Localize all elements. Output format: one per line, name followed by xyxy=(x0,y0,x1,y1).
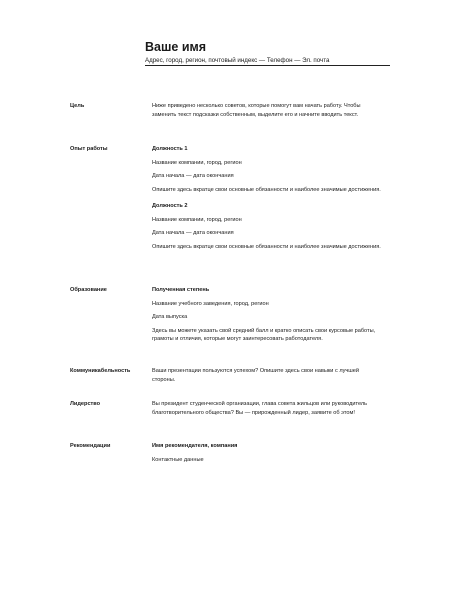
section-label-experience[interactable]: Опыт работы xyxy=(70,146,108,152)
job-duties[interactable]: Опишите здесь вкратце свои основные обязанности и наиболее значимые достижения. xyxy=(152,243,381,250)
education-school[interactable]: Название учебного заведения, город, регион xyxy=(152,300,269,307)
section-content-communication xyxy=(152,367,382,384)
section-label-goal[interactable]: Цель xyxy=(70,103,85,109)
resume-header xyxy=(145,40,390,65)
communication-text[interactable]: Ваши презентации пользуются успехом? Опишите здесь свои навыки с лучшей стороны. xyxy=(152,368,360,383)
section-content-education xyxy=(152,286,382,344)
section-content-goal xyxy=(152,102,382,119)
job-company[interactable]: Название компании, город, регион xyxy=(152,159,242,166)
section-content-leadership xyxy=(152,400,382,417)
job-title[interactable]: Должность 2 xyxy=(152,203,188,209)
resume-name[interactable]: Ваше имя xyxy=(145,40,207,54)
education-details[interactable]: Здесь вы можете указать свой средний балл и кратко описать свои курсовые работы, грамоты и отличия, которые могут заинтересовать работодателя. xyxy=(152,327,376,342)
leadership-text[interactable]: Вы президент студенческой организации, глава совета жильцов или руководитель благотворительного общества? Вы — прирожденный лидер, заявите об этом! xyxy=(152,401,368,416)
section-content-experience xyxy=(152,145,382,259)
reference-contact[interactable]: Контактные данные xyxy=(152,456,204,463)
job-entry-1 xyxy=(152,145,382,194)
education-grad-date[interactable]: Дата выпуска xyxy=(152,314,188,320)
section-label-education[interactable]: Образование xyxy=(70,287,107,293)
resume-contact-line[interactable]: Адрес, город, регион, почтовый индекс — Телефон — Эл. почта xyxy=(145,57,330,64)
job-dates[interactable]: Дата начала — дата окончания xyxy=(152,173,234,179)
goal-text[interactable]: Ниже приведено несколько советов, которые помогут вам начать работу. Чтобы заменить текст подсказки собственным, выделите его и начните вводить текст. xyxy=(152,103,361,118)
job-company[interactable]: Название компании, город, регион xyxy=(152,216,242,223)
section-label-references[interactable]: Рекомендации xyxy=(70,443,111,449)
job-title[interactable]: Должность 1 xyxy=(152,146,188,152)
header-divider xyxy=(145,65,390,66)
section-content-references xyxy=(152,442,382,464)
section-label-communication[interactable]: Коммуникабельность xyxy=(70,368,131,374)
education-degree[interactable]: Полученная степень xyxy=(152,287,210,293)
job-dates[interactable]: Дата начала — дата окончания xyxy=(152,230,234,236)
job-entry-2 xyxy=(152,202,382,251)
reference-name-company[interactable]: Имя рекомендателя, компания xyxy=(152,443,238,449)
job-duties[interactable]: Опишите здесь вкратце свои основные обязанности и наиболее значимые достижения. xyxy=(152,186,381,193)
section-label-leadership[interactable]: Лидерство xyxy=(70,401,101,407)
